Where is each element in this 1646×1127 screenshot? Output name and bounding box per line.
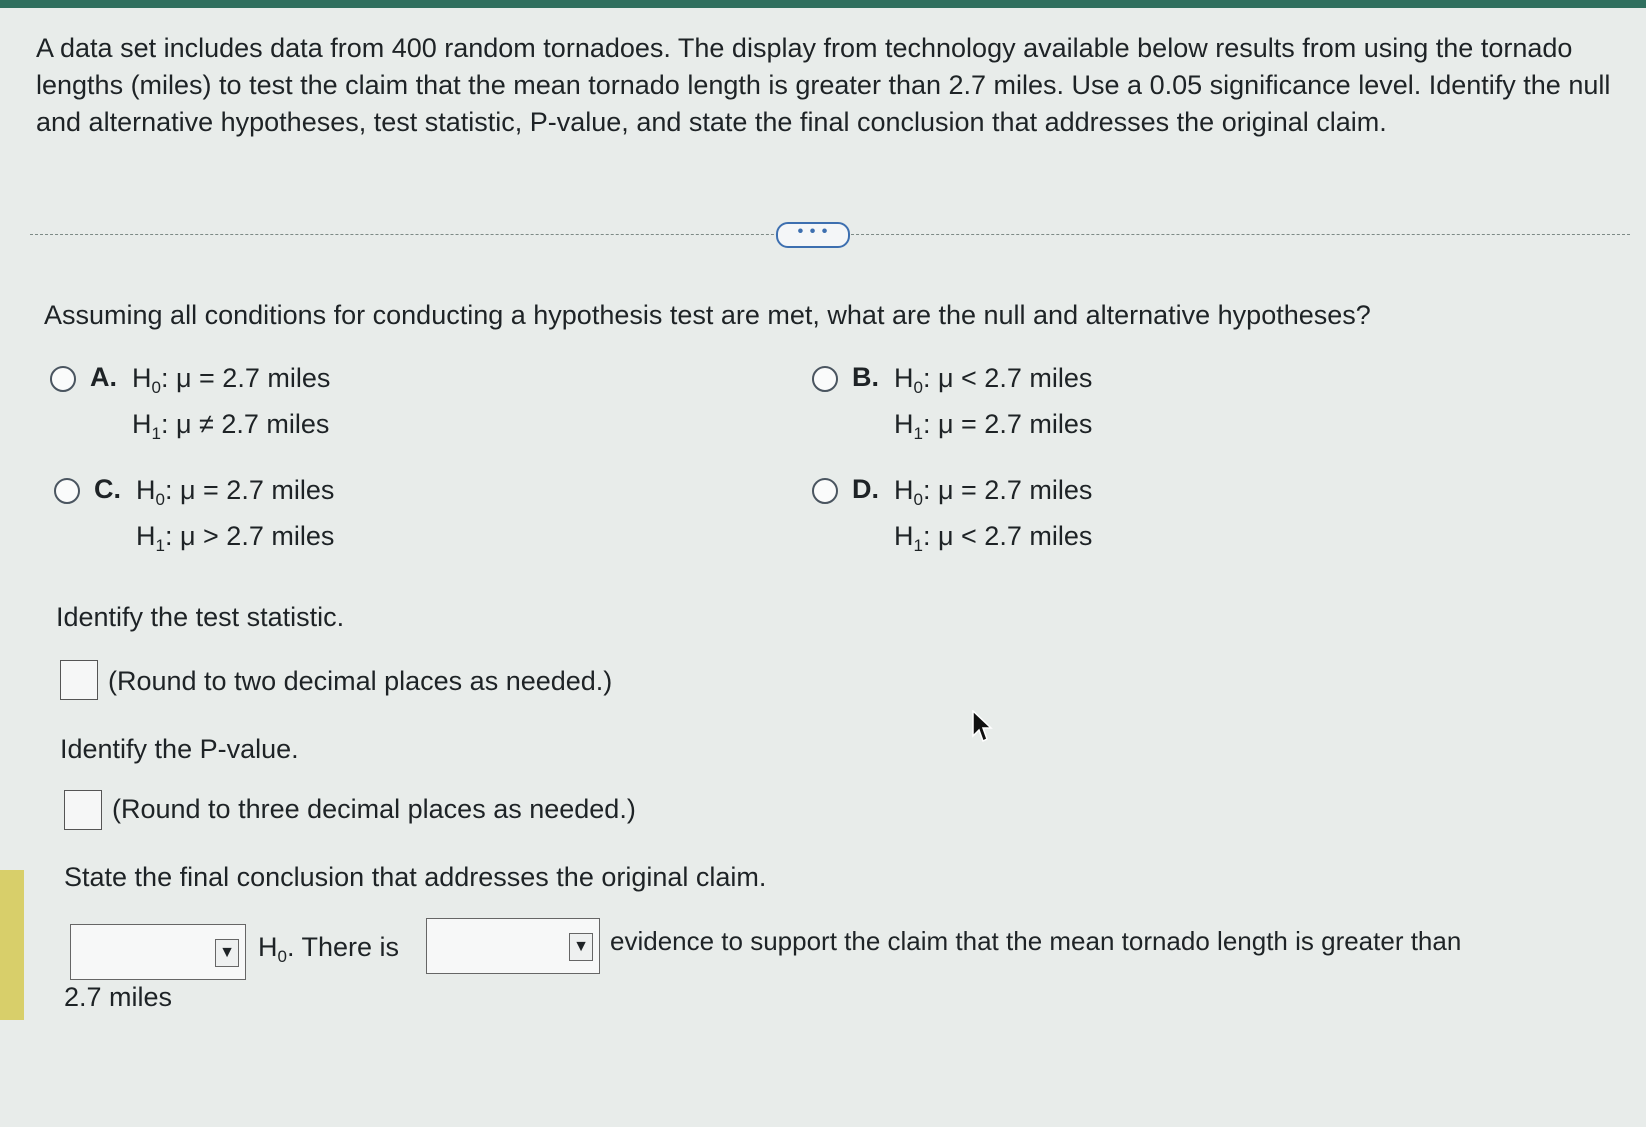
show-more-button[interactable]: • • • [776, 222, 850, 248]
hypothesis-text: : μ < 2.7 miles [922, 363, 1093, 393]
h-subscript: 1 [913, 424, 923, 443]
dropdown-arrow-icon[interactable]: ▼ [569, 933, 593, 961]
conclusion-tail-text: 2.7 miles [64, 982, 173, 1012]
h-subscript: 0 [913, 490, 923, 509]
hypothesis-text: : μ = 2.7 miles [922, 409, 1093, 439]
option-d[interactable] [812, 474, 1092, 566]
alternative-hypothesis [136, 520, 334, 566]
hypothesis-text: : μ = 2.7 miles [160, 363, 331, 393]
test-statistic-label: Identify the test statistic. [56, 602, 345, 632]
h-symbol: H [258, 932, 278, 962]
option-c[interactable] [54, 474, 334, 566]
hypothesis-text: : μ ≠ 2.7 miles [160, 409, 330, 439]
option-a[interactable] [50, 362, 330, 454]
option-letter: B. [852, 362, 879, 392]
null-hypothesis [136, 474, 334, 520]
option-hypotheses [136, 474, 334, 566]
radio-button-a[interactable] [50, 366, 76, 392]
dropdown-arrow-icon[interactable]: ▼ [215, 939, 239, 967]
hypothesis-text: : μ = 2.7 miles [922, 475, 1093, 505]
alternative-hypothesis [894, 520, 1092, 566]
p-value-rounding-note: (Round to three decimal places as needed.) [112, 794, 636, 824]
test-statistic-input[interactable] [60, 660, 98, 700]
p-value-input[interactable] [64, 790, 102, 830]
hypothesis-text: : μ = 2.7 miles [164, 475, 335, 505]
radio-button-d[interactable] [812, 478, 838, 504]
alternative-hypothesis [894, 408, 1092, 454]
p-value-label: Identify the P-value. [60, 734, 299, 764]
h-symbol: H [136, 475, 156, 505]
conclusion-h0-text [258, 932, 399, 967]
conclusion-evidence-text: evidence to support the claim that the mean tornado length is greater than [610, 926, 1462, 956]
null-hypothesis [894, 474, 1092, 520]
test-statistic-rounding-note: (Round to two decimal places as needed.) [108, 666, 613, 696]
evidence-dropdown[interactable] [426, 918, 600, 974]
page [0, 8, 1646, 1127]
h-subscript: 1 [155, 536, 165, 555]
h-symbol: H [894, 409, 914, 439]
hypotheses-question: Assuming all conditions for conducting a hypothesis test are met, what are the null and alternative hypotheses? [44, 300, 1371, 330]
top-bar [0, 0, 1646, 8]
option-letter: A. [90, 362, 117, 392]
h-symbol: H [132, 409, 152, 439]
option-hypotheses [894, 474, 1092, 566]
h-symbol: H [894, 521, 914, 551]
null-hypothesis [132, 362, 330, 408]
null-hypothesis [894, 362, 1092, 408]
h-subscript: 1 [913, 536, 923, 555]
hypothesis-text: : μ > 2.7 miles [164, 521, 335, 551]
h-subscript: 1 [151, 424, 161, 443]
option-letter: C. [94, 474, 121, 504]
hypothesis-text: : μ < 2.7 miles [922, 521, 1093, 551]
h-symbol: H [894, 475, 914, 505]
h-symbol: H [136, 521, 156, 551]
option-hypotheses [894, 362, 1092, 454]
conclusion-there-is-text: . There is [286, 932, 400, 962]
h-subscript: 0 [277, 947, 287, 966]
reject-decision-dropdown[interactable] [70, 924, 246, 980]
conclusion-label: State the final conclusion that addresses the original claim. [64, 862, 767, 892]
h-subscript: 0 [155, 490, 165, 509]
alternative-hypothesis [132, 408, 330, 454]
mouse-pointer-icon [972, 710, 994, 744]
h-subscript: 0 [151, 378, 161, 397]
option-b[interactable] [812, 362, 1092, 454]
option-letter: D. [852, 474, 879, 504]
problem-statement: A data set includes data from 400 random tornadoes. The display from technology available below results from using the tornado lengths (miles) to test the claim that the mean tornado length is greater than 2.7 miles. Use a 0.05 significance level. Identify the null and alternative hypotheses, test statistic, P-value, and state the final conclusion that addresses the original claim. [36, 33, 1611, 137]
h-symbol: H [132, 363, 152, 393]
radio-button-c[interactable] [54, 478, 80, 504]
h-subscript: 0 [913, 378, 923, 397]
h-symbol: H [894, 363, 914, 393]
radio-button-b[interactable] [812, 366, 838, 392]
option-hypotheses [132, 362, 330, 454]
